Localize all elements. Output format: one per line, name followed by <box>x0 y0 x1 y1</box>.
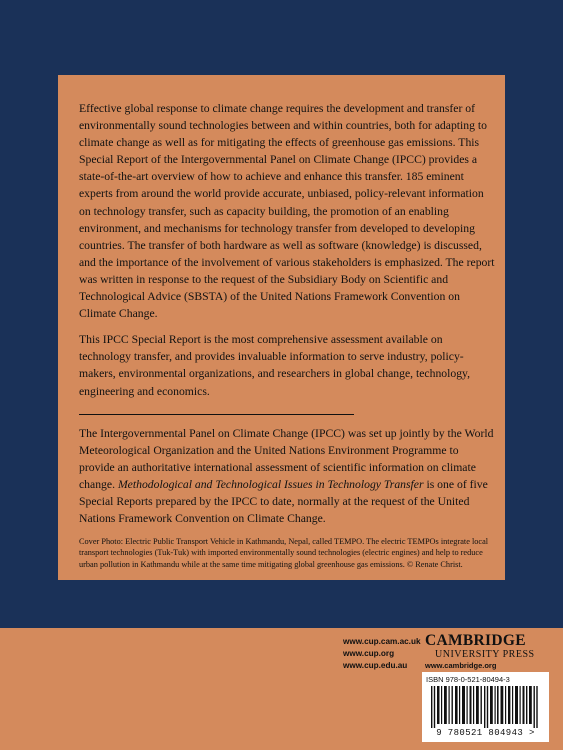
barcode-number: 9 780521 804943 > <box>436 728 535 738</box>
ipcc-text-start: The Intergovernmental Panel on Climate Change (IPCC) was set up jointly by the World Meteorological Organization and the United Nations Environment Programme to provide an authoritative international assessment of scientific information on climate change. <box>79 426 494 491</box>
publisher-website[interactable]: www.cambridge.org <box>425 661 497 670</box>
isbn-label: ISBN 978-0-521-80494-3 <box>426 675 510 684</box>
divider-rule <box>79 414 354 415</box>
back-cover-text-panel <box>58 75 505 580</box>
url-au[interactable]: www.cup.edu.au <box>343 661 408 670</box>
url-uk[interactable]: www.cup.cam.ac.uk <box>343 637 421 646</box>
ipcc-text-end: is one of five Special Reports prepared by the IPCC to date, normally at the request of the United Nations Framework Convention on Climate Change. <box>79 477 488 526</box>
cambridge-logo <box>425 632 540 671</box>
summary-paragraph: This IPCC Special Report is the most comprehensive assessment available on technology transfer, and provides invaluable information to serve industry, policy-makers, environmental organizations, and researchers in global change, technology, engineering and economics. <box>79 333 471 398</box>
publisher-name: CAMBRIDGE <box>425 632 526 649</box>
ipcc-paragraph <box>79 425 496 528</box>
publisher-subname: UNIVERSITY PRESS <box>435 649 535 660</box>
report-title-italic: Methodological and Technological Issues in Technology Transfer <box>117 477 424 491</box>
cover-photo-caption: Cover Photo: Electric Public Transport Vehicle in Kathmandu, Nepal, called TEMPO. The electric TEMPOs integrate local transport technologies (Tuk-Tuk) with imported environmentally sound technologies (electric engines) and help to reduce urban pollution in Kathmandu while at the same time mitigating global greenhouse gas emissions. © Renate Christ. <box>79 537 489 569</box>
url-org[interactable]: www.cup.org <box>343 649 395 658</box>
barcode-icon <box>431 686 543 728</box>
publisher-urls <box>343 636 421 672</box>
description-paragraph: Effective global response to climate change requires the development and transfer of environmentally sound technologies between and within countries, both for adapting to climate change as well as for mitigating the effects of greenhouse gas emissions. This Special Report of the Intergovernmental Panel on Climate Change (IPCC) provides a state-of-the-art overview of how to achieve and enhance this transfer. 185 eminent experts from around the world provide accurate, unbiased, policy-relevant information on technology transfer, such as capacity building, the promotion of an enabling environment, and mechanisms for technology transfer from developed to developing countries. The transfer of both hardware as well as software (knowledge) is discussed, and the importance of the involvement of various stakeholders is emphasized. The report was written in response to the request of the Subsidiary Body on Scientific and Technological Advice (SBSTA) of the United Nations Framework Convention on Climate Change. <box>79 102 495 321</box>
